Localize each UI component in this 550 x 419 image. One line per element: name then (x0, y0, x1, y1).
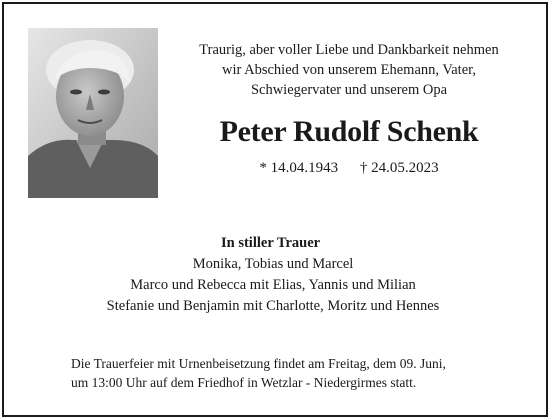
birth-date: * 14.04.1943 (259, 160, 339, 176)
service-line: um 13:00 Uhr auf dem Friedhof in Wetzlar - Niedergirmes statt. (71, 375, 417, 390)
death-date: † 24.05.2023 (359, 160, 439, 176)
life-dates (172, 158, 526, 178)
mourners-heading: In stiller Trauer (221, 235, 321, 251)
mourners-line: Marco und Rebecca mit Elias, Yannis und Milian (130, 277, 416, 293)
mourners-line: Stefanie und Benjamin mit Charlotte, Moritz und Hennes (106, 298, 440, 314)
intro-line: wir Abschied von unserem Ehemann, Vater, (221, 62, 477, 78)
intro-line: Schwiegervater und unserem Opa (250, 82, 448, 98)
deceased-name: Peter Rudolf Schenk (219, 115, 479, 148)
service-info (71, 354, 531, 392)
service-line: Die Trauerfeier mit Urnenbeisetzung findet am Freitag, dem 09. Juni, (71, 356, 446, 371)
mourners-block (14, 233, 532, 317)
portrait-photo (28, 28, 158, 198)
intro-text (172, 40, 526, 100)
intro-line: Traurig, aber voller Liebe und Dankbarkeit nehmen (199, 42, 499, 58)
mourners-line: Monika, Tobias und Marcel (192, 256, 354, 272)
